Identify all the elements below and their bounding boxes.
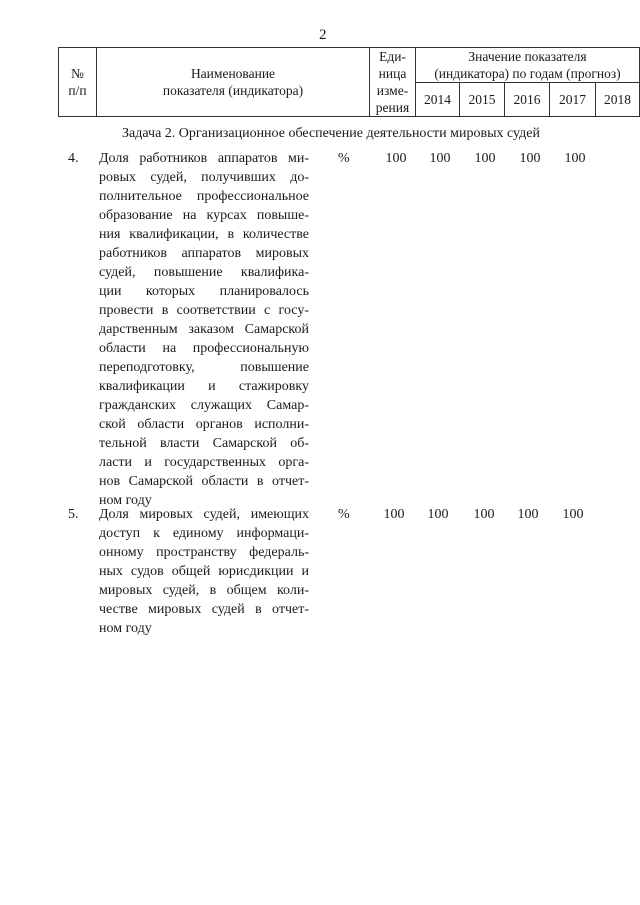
indicator-name-line: ном году bbox=[99, 493, 152, 508]
indicator-name-line: квалификации и стажировку bbox=[99, 379, 309, 394]
unit-header-line2: ница bbox=[378, 66, 407, 81]
indicator-name-line: Доля мировых судей, имеющих bbox=[99, 507, 309, 522]
value-group-header bbox=[416, 48, 640, 83]
indicator-name-line: доступ к единому информаци- bbox=[99, 526, 309, 541]
indicator-name-line: полнительное профессиональное bbox=[99, 189, 309, 204]
value-2018: 100 bbox=[564, 151, 586, 166]
indicator-name-line: онному пространству федераль- bbox=[99, 545, 309, 560]
indicator-name-line: ской области органов исполни- bbox=[99, 417, 309, 432]
indicator-name-line: ных судов общей юрисдикции и bbox=[99, 564, 309, 579]
num-header-line2: п/п bbox=[68, 83, 87, 98]
indicator-table-header bbox=[58, 47, 640, 117]
unit-cell: % bbox=[338, 151, 350, 166]
indicator-name-line: переподготовку, повышение bbox=[99, 360, 309, 375]
task-title: Задача 2. Организационное обеспечение деятельности мировых судей bbox=[122, 126, 540, 141]
name-header-line1: Наименование bbox=[190, 66, 276, 81]
indicator-name-line: провести в соответствии с госу- bbox=[99, 303, 309, 318]
indicator-name-line: мировых судей, в общем коли- bbox=[99, 583, 309, 598]
value-2017: 100 bbox=[517, 507, 539, 522]
indicator-name bbox=[99, 149, 309, 510]
name-column-header bbox=[97, 48, 370, 117]
value-2014: 100 bbox=[385, 151, 407, 166]
value-2018: 100 bbox=[562, 507, 584, 522]
value-2016: 100 bbox=[473, 507, 495, 522]
name-header-line2: показателя (индикатора) bbox=[162, 83, 304, 98]
value-2016: 100 bbox=[474, 151, 496, 166]
num-header-line1: № bbox=[71, 66, 84, 81]
indicator-name bbox=[99, 505, 309, 638]
value-2017: 100 bbox=[519, 151, 541, 166]
indicator-name-line: образование на курсах повыше- bbox=[99, 208, 309, 223]
indicator-name-line: дарственным заказом Самарской bbox=[99, 322, 309, 337]
indicator-name-line: нов Самарской области в отчет- bbox=[99, 474, 309, 489]
indicator-name-line: ния квалификации, в количестве bbox=[99, 227, 309, 242]
value-2014: 100 bbox=[383, 507, 405, 522]
year-header-2017: 2017 bbox=[550, 83, 596, 117]
indicator-name-line: тельной власти Самарской об- bbox=[99, 436, 309, 451]
row-number: 5. bbox=[68, 507, 79, 522]
unit-column-header bbox=[370, 48, 416, 117]
value-2015: 100 bbox=[429, 151, 451, 166]
year-header-2016: 2016 bbox=[505, 83, 550, 117]
value-header-line2: (индикатора) по годам (прогноз) bbox=[434, 66, 621, 81]
unit-cell: % bbox=[338, 507, 350, 522]
indicator-name-line: ровых судей, получивших до- bbox=[99, 170, 309, 185]
indicator-name-line: ласти и государственных орга- bbox=[99, 455, 309, 470]
year-header-2018: 2018 bbox=[596, 83, 640, 117]
indicator-name-line: гражданских служащих Самар- bbox=[99, 398, 309, 413]
unit-header-line1: Еди- bbox=[379, 49, 406, 64]
indicator-name-line: работников аппаратов мировых bbox=[99, 246, 309, 261]
year-header-2015: 2015 bbox=[460, 83, 505, 117]
year-header-2014: 2014 bbox=[416, 83, 460, 117]
page-number: 2 bbox=[319, 27, 327, 43]
unit-header-line4: рения bbox=[375, 100, 410, 115]
value-2015: 100 bbox=[427, 507, 449, 522]
num-column-header bbox=[59, 48, 97, 117]
value-header-line1: Значение показателя bbox=[468, 49, 587, 64]
indicator-name-line: ном году bbox=[99, 621, 152, 636]
indicator-name-line: судей, повышение квалифика- bbox=[99, 265, 309, 280]
indicator-name-line: ции которых планировалось bbox=[99, 284, 309, 299]
row-number: 4. bbox=[68, 151, 79, 166]
indicator-name-line: области на профессиональную bbox=[99, 341, 309, 356]
indicator-name-line: честве мировых судей в отчет- bbox=[99, 602, 309, 617]
indicator-name-line: Доля работников аппаратов ми- bbox=[99, 151, 309, 166]
unit-header-line3: изме- bbox=[376, 83, 409, 98]
